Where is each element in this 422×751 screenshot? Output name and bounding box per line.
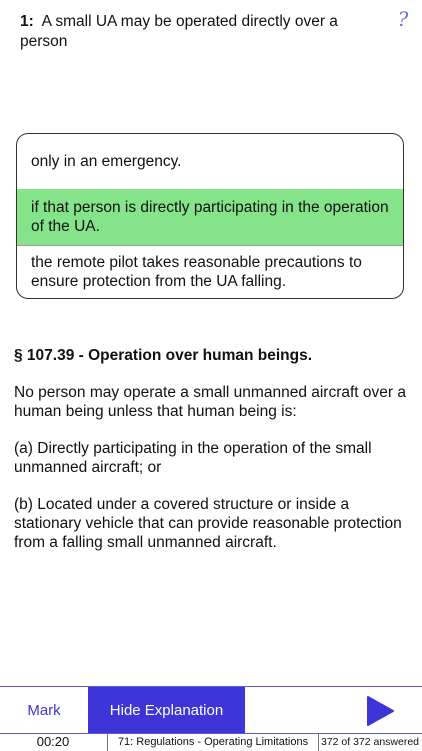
topic-label: 71: Regulations - Operating Limitations [107,734,319,751]
play-next-icon[interactable] [364,695,396,727]
explanation-heading: § 107.39 - Operation over human beings. [14,347,313,364]
mark-button[interactable]: Mark [27,702,61,719]
answer-option-2-correct[interactable] [17,189,403,245]
status-bar [0,733,422,751]
explanation-paragraph: No person may operate a small unmanned aircraft over a human being unless that human being is: [14,384,407,420]
explanation-panel [14,346,410,570]
bottom-toolbar [0,686,422,734]
answer-option-label: the remote pilot takes reasonable precautions to ensure protection from the UA falling. [31,254,362,290]
answer-option-label: if that person is directly participating in the operation of the UA. [31,199,389,235]
answer-option-1[interactable] [17,134,403,189]
answer-option-label: only in an emergency. [31,153,182,170]
question-number: 1: [20,13,34,30]
hide-explanation-button[interactable]: Hide Explanation [88,687,245,734]
explanation-paragraph: (b) Located under a covered structure or inside a stationary vehicle that can provide reasonable protection from a falling small unmanned aircraft. [14,496,402,551]
answer-list [16,133,404,299]
answered-count: 372 of 372 answered [320,736,420,748]
explanation-paragraph: (a) Directly participating in the operation of the small unmanned aircraft; or [14,440,372,476]
question-text [20,12,380,52]
question-body: A small UA may be operated directly over a person [20,13,338,50]
answer-option-3[interactable] [17,245,403,298]
help-icon[interactable]: ? [397,7,409,31]
elapsed-timer: 00:20 [36,734,70,749]
